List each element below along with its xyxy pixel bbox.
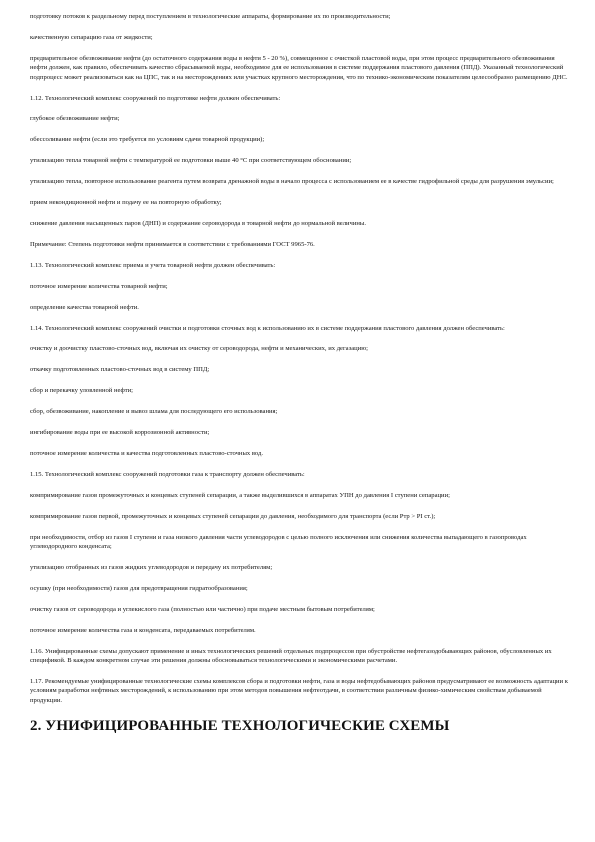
paragraph-hydrocarbon-extraction: при необходимости, отбор из газов I ступени и газа низкого давления части углеводородов с целью полного исключения или снижения количества выпадающего в газопроводах углеводородного конденсата; bbox=[30, 533, 527, 550]
paragraph-flow-preparation: подготовку потоков к раздельному перед поступлением в технологические аппараты, формирование их по производительности; bbox=[30, 13, 391, 20]
document-page bbox=[30, 12, 568, 735]
section-2-heading: 2. УНИФИЦИРОВАННЫЕ ТЕХНОЛОГИЧЕСКИЕ СХЕМЫ bbox=[30, 718, 450, 735]
paragraph-oil-quality: определение качества товарной нефти. bbox=[30, 303, 139, 311]
paragraph-gas-compression-2: компримирование газов первой, промежуточных и концевых ступеней сепарации до давления, необходимого для транспорта (если Ртр > РI ст.); bbox=[30, 512, 436, 520]
paragraph-note-gost: Примечание: Степень подготовки нефти принимается в соответствии с требованиями ГОСТ 9965-76. bbox=[30, 240, 315, 248]
paragraph-reagent-reuse: утилизацию тепла, повторное использование реагента путем возврата дренажной воды в начало процесса с использованием ее в качестве гидрофильной среды для разрушения эмульсии; bbox=[30, 178, 554, 186]
paragraph-gas-compression-1: компримирование газов промежуточных и концевых ступеней сепарации, а также выделившихся в аппаратах УПН до давления I ступени сепарации; bbox=[30, 491, 450, 499]
paragraph-liquid-utilization: утилизацию отобранных из газов жидких углеводородов и передачу их потребителям; bbox=[30, 563, 273, 571]
section-1-16: 1.16. Унифицированные схемы допускают применение и иных технологических решений отдельных подпроцессов при обустройстве нефтегазодобывающих районов, обусловленных их спецификой. В каждом конкретном случае эти решения должны обосновываться технологическими и экономическими расчетами. bbox=[30, 647, 552, 664]
section-1-15-intro: 1.15. Технологический комплекс сооружений подготовки газа к транспорту должен обеспечивать: bbox=[30, 470, 305, 478]
paragraph-gas-measurement: поточное измерение количества газа и конденсата, передаваемых потребителям. bbox=[30, 626, 256, 634]
paragraph-desalting: обессоливание нефти (если это требуется по условиям сдачи товарной продукции); bbox=[30, 136, 265, 144]
paragraph-deep-dehydration: глубокое обезвоживание нефти; bbox=[30, 115, 120, 123]
section-1-17: 1.17. Рекомендуемые унифицированные технологические схемы комплексов сбора и подготовки нефти, газа и воды нефтедобывающих районов предусматривают ее возможность адаптации к условиям разработки нефтяных месторождений, к использованию при этом методов повышения нефтеотдачи, в соответствии различным физико-химическим свойствам добываемой продукции. bbox=[30, 677, 568, 704]
paragraph-vapor-pressure: снижение давления насыщенных паров (ДНП) и содержание сероводорода в товарной нефти до нормальной величины. bbox=[30, 219, 366, 227]
paragraph-gas-purification: очистку газов от сероводорода и углекислого газа (полностью или частично) при подаче местным бытовым потребителям; bbox=[30, 605, 375, 613]
section-1-13-intro: 1.13. Технологический комплекс приема и учета товарной нефти должен обеспечивать: bbox=[30, 261, 276, 269]
paragraph-gas-separation: качественную сепарацию газа от жидкости; bbox=[30, 33, 153, 41]
paragraph-water-treatment: очистку и доочистку пластово-сточных вод, включая их очистку от сероводорода, нефти и механических, их дегазацию; bbox=[30, 345, 368, 353]
paragraph-water-pumping: откачку подготовленных пластово-сточных вод в систему ППД; bbox=[30, 366, 210, 374]
paragraph-heat-utilization: утилизацию тепла товарной нефти с температурой ее подготовки выше 40 °С при соответствующем обосновании; bbox=[30, 157, 352, 165]
paragraph-inhibition: ингибирование воды при ее высокой коррозионной активности; bbox=[30, 429, 210, 437]
paragraph-preliminary-dehydration: предварительное обезвоживание нефти (до остаточного содержания воды в нефти 5 - 20 %), совмещенное с очисткой пластовой воды, при этом процесс предварительного обезвоживания нефти должен, как правило, обеспечивать качество сбрасываемой воды, необходимое для ее использования в системе поддержания пластового давления (ППД). Указанный технологический подпроцесс может реализоваться как на ЦПС, так и на месторождениях или участках крупного месторождения, что по технико-экономическим показателям целесообразно размещению ДНС. bbox=[30, 54, 568, 81]
paragraph-oil-collection: сбор и перекачку уловленной нефти; bbox=[30, 387, 134, 395]
paragraph-oil-quantity: поточное измерение количества товарной нефти; bbox=[30, 282, 168, 290]
paragraph-substandard-oil: прием некондиционной нефти и подачу ее на повторную обработку; bbox=[30, 199, 222, 207]
paragraph-water-measurement: поточное измерение количества и качества подготовленных пластово-сточных вод. bbox=[30, 449, 264, 457]
paragraph-gas-drying: осушку (при необходимости) газов для предотвращения гидратообразования; bbox=[30, 584, 248, 592]
paragraph-sludge: сбор, обезвоживание, накопление и вывоз шлама для последующего его использования; bbox=[30, 408, 278, 416]
section-1-12-intro: 1.12. Технологический комплекс сооружений по подготовке нефти должен обеспечивать: bbox=[30, 94, 281, 102]
section-1-14-intro: 1.14. Технологический комплекс сооружений очистки и подготовки сточных вод к использованию их в системе поддержания пластового давления должен обеспечивать: bbox=[30, 324, 505, 332]
